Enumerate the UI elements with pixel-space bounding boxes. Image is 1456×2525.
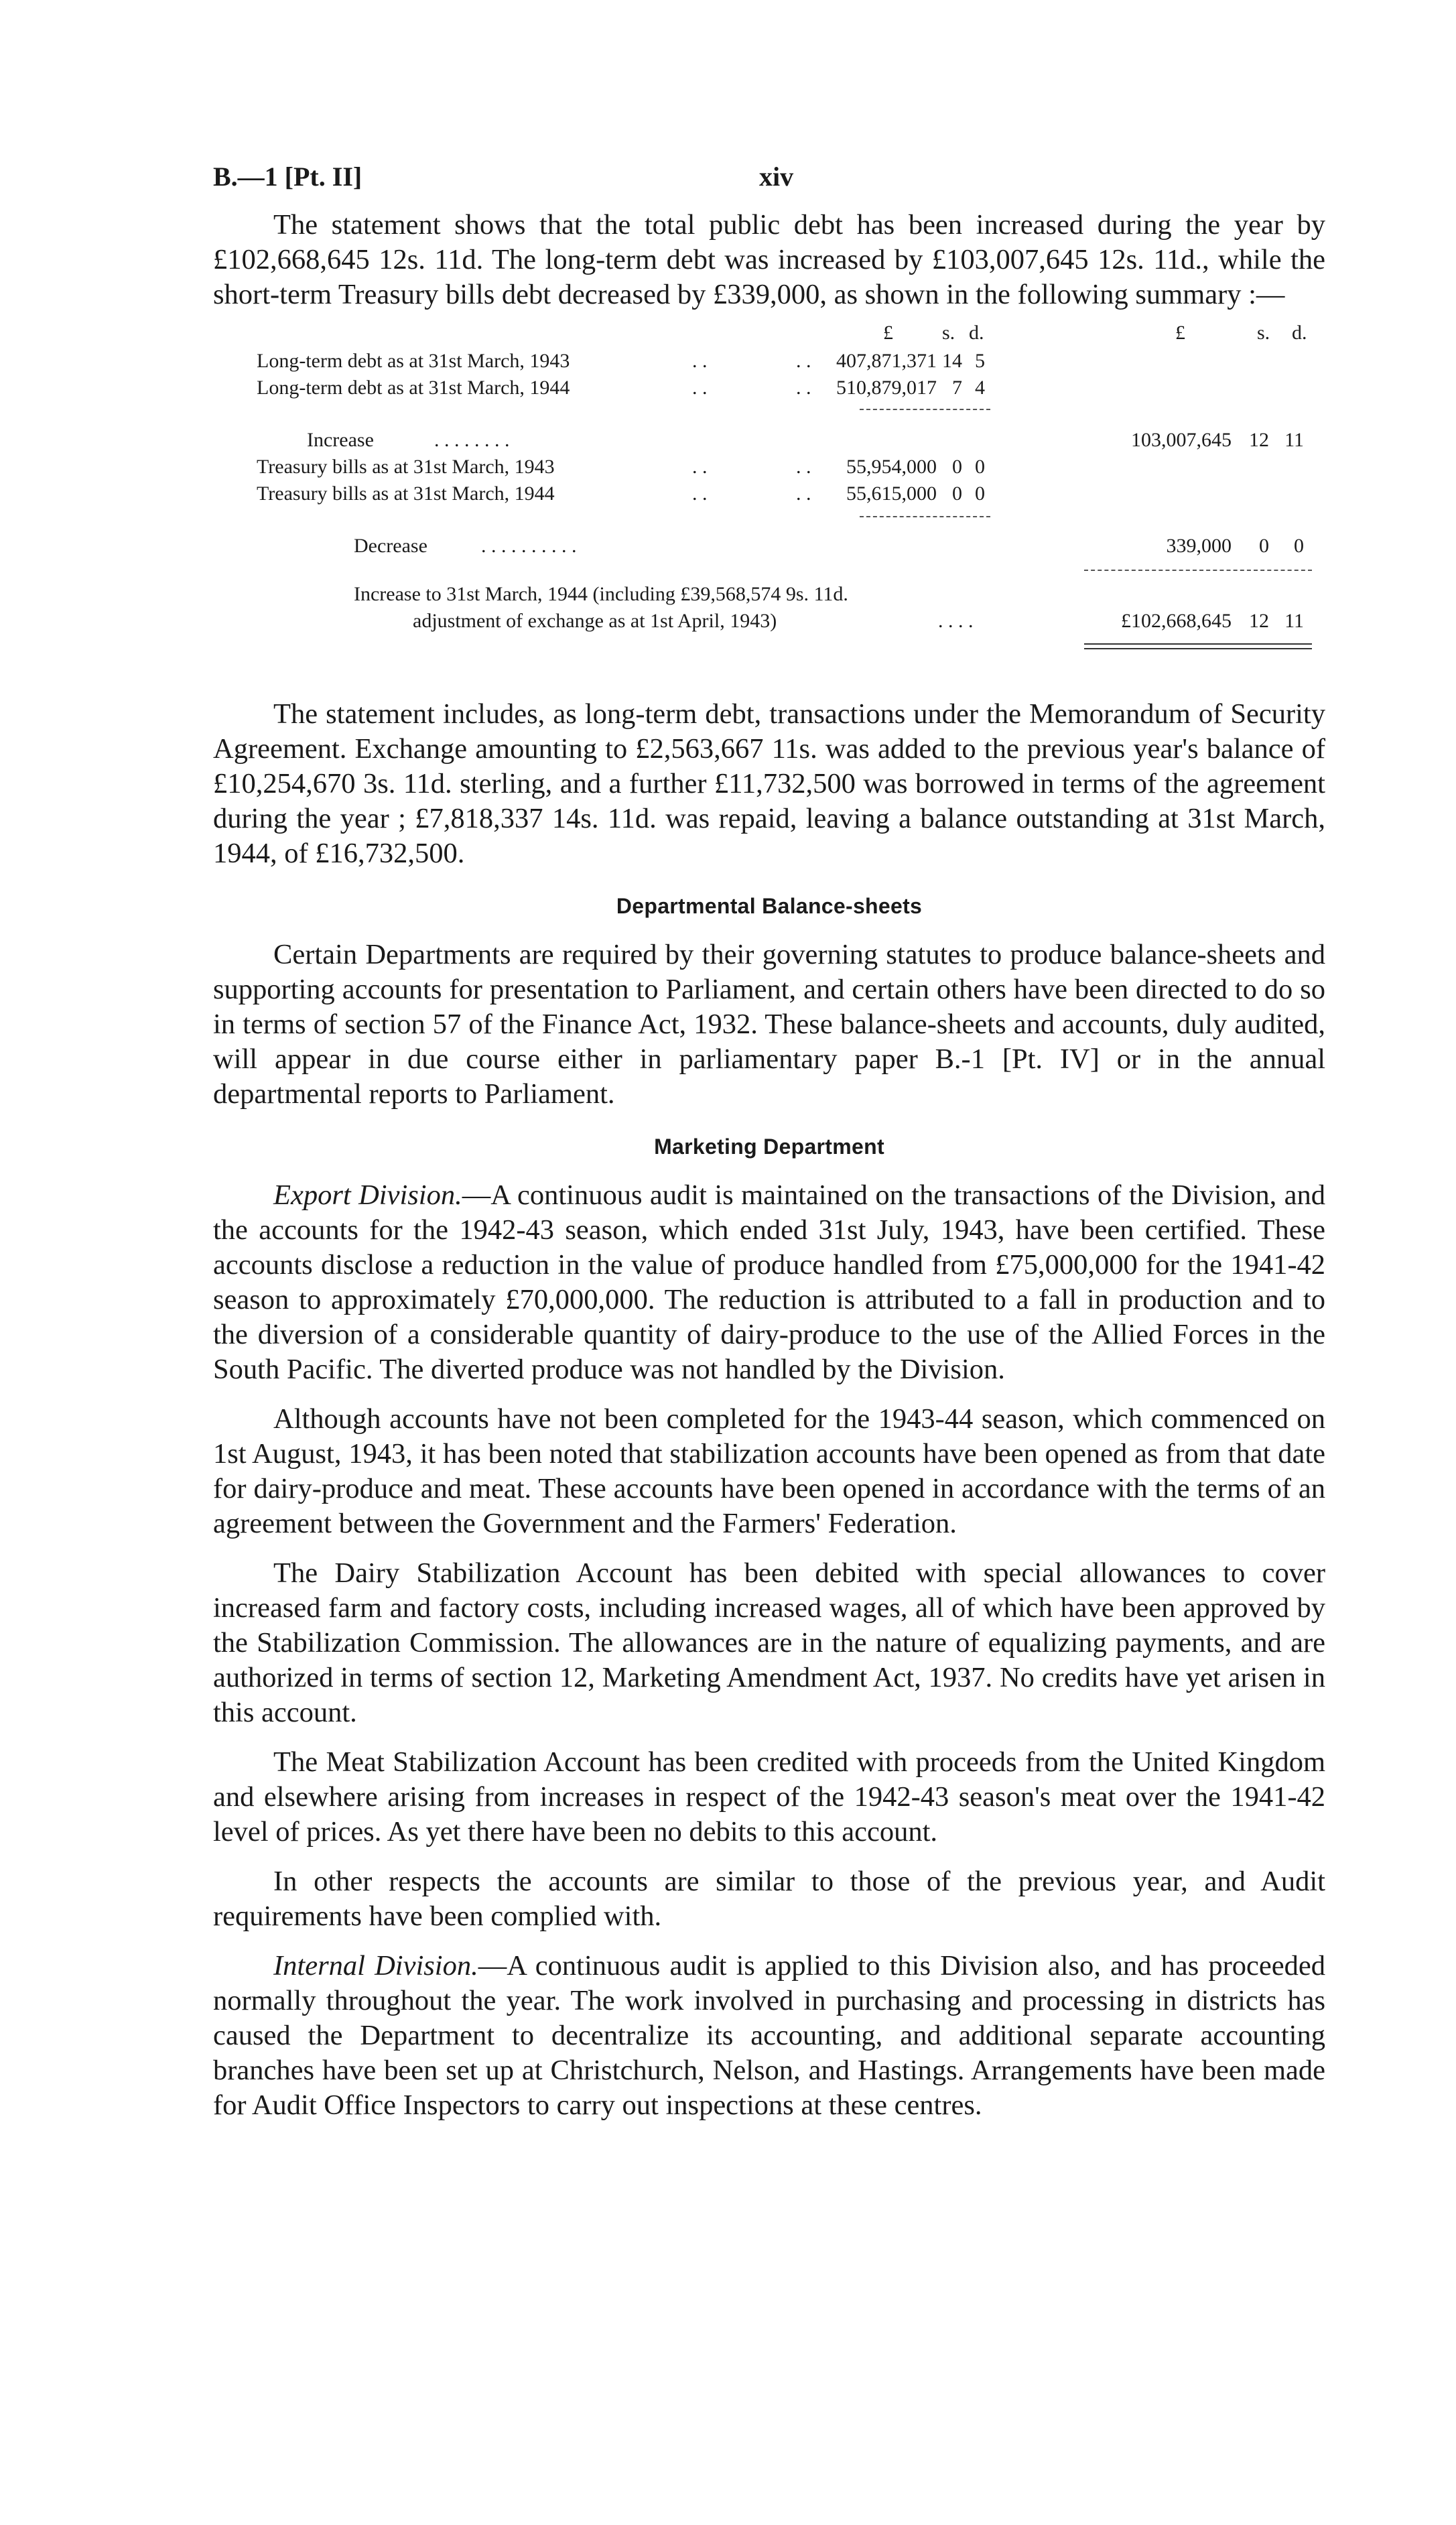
internal-division-lead: Internal Division. — [273, 1950, 478, 1982]
summary-row-pence: 5 — [975, 350, 985, 372]
leader-dots: . . — [796, 456, 811, 478]
debt-summary-table — [213, 322, 1325, 697]
leader-dots: . . — [692, 377, 708, 399]
col-head-pence-1: d. — [969, 322, 984, 344]
decrease-label: Decrease — [354, 535, 427, 557]
net-increase-line-1: Increase to 31st March, 1944 (including £39,568,574 9s. 11d. — [354, 583, 848, 605]
summary-row-pounds: 407,871,371 — [836, 350, 937, 372]
summary-row-pence: 4 — [975, 377, 985, 399]
col-head-pounds-2: £ — [1175, 322, 1185, 344]
leader-dots: . . — [796, 482, 811, 505]
summary-row-shillings: 0 — [952, 482, 962, 505]
summary-row-shillings: 7 — [952, 377, 962, 399]
col-head-shillings-1: s. — [942, 322, 955, 344]
leader-dots: . . . . . . . . — [434, 429, 510, 451]
increase-pounds: 103,007,645 — [1131, 429, 1232, 451]
summary-row-shillings: 14 — [942, 350, 962, 372]
summary-row-label: Long-term debt as at 31st March, 1943 — [257, 350, 570, 372]
heading-departmental-balance-sheets: Departmental Balance-sheets — [616, 894, 923, 918]
summary-row-pounds: 510,879,017 — [836, 377, 937, 399]
summary-row-pounds: 55,615,000 — [846, 482, 937, 505]
leader-dots: . . — [692, 456, 708, 478]
export-division-lead: Export Division. — [273, 1179, 462, 1211]
heading-marketing-department: Marketing Department — [654, 1135, 884, 1159]
export-division-text: —A continuous audit is maintained on the transactions of the Division, and the accounts for the 1942-43 season, which ended 31st July, 1943, have been certified. These accounts disclose a reduction in the value of produce handled from £75,000,000 for the 1941-42 season to approximately £70,000,000. The reduction is attributed to a fall in production and to the diversion of a considerable quantity of dairy-produce to the use of the Allied Forces in the South Pacific. The diverted produce was not handled by the Division. — [213, 1179, 1325, 1385]
summary-row-label: Treasury bills as at 31st March, 1944 — [257, 482, 555, 505]
leader-dots: . . . . — [938, 610, 974, 632]
export-division-paragraph — [213, 1178, 1325, 1387]
leader-dots: . . — [796, 377, 811, 399]
decrease-pence: 0 — [1294, 535, 1304, 557]
summary-row-pence: 0 — [975, 482, 985, 505]
security-agreement-paragraph: The statement includes, as long-term debt, transactions under the Memorandum of Security Agreement. Exchange amounting to £2,563,667 11s. was added to the previous year's balance of £10,254,670 3s. 11d. sterling, and a further £11,732,500 was borrowed in terms of the agreement during the year ; £7,818,337 14s. 11d. was repaid, leaving a balance outstanding at 31st March, 1944, of £16,732,500. — [213, 698, 1325, 869]
net-increase-total: £102,668,645 — [1121, 610, 1232, 632]
leader-dots: . . — [692, 350, 708, 372]
subtotal-rule — [860, 409, 990, 410]
summary-row-pence: 0 — [975, 456, 985, 478]
dairy-stabilization-paragraph: The Dairy Stabilization Account has been debited with special allowances to cover increased farm and factory costs, including increased wages, all of which have been approved by the Stabilization Commission. The allowances are in the nature of equalizing payments, and are authorized in terms of section 12, Marketing Amendment Act, 1937. No credits have yet arisen in this account. — [213, 1557, 1325, 1728]
col-head-pence-2: d. — [1292, 322, 1307, 344]
net-increase-shillings: 12 — [1249, 610, 1269, 632]
col-head-shillings-2: s. — [1257, 322, 1270, 344]
internal-division-text: —A continuous audit is applied to this Division also, and has proceeded normally throughout the year. The work involved in purchasing and processing in districts has caused the Department to decentralize its accounting, and additional separate accounting branches have been set up at Christchurch, Nelson, and Hastings. Arrangements have been made for Audit Office Inspectors to carry out inspections at these centres. — [213, 1950, 1325, 2121]
total-rule — [1084, 570, 1312, 571]
leader-dots: . . . . . . . . . . — [481, 535, 577, 557]
page-header — [213, 161, 1325, 208]
leader-dots: . . — [692, 482, 708, 505]
summary-row-label: Treasury bills as at 31st March, 1943 — [257, 456, 555, 478]
leader-dots: . . — [796, 350, 811, 372]
double-rule-top — [1084, 643, 1312, 645]
increase-label: Increase — [307, 429, 374, 451]
decrease-pounds: 339,000 — [1166, 535, 1232, 557]
increase-shillings: 12 — [1249, 429, 1269, 451]
paper-reference: B.—1 [Pt. II] — [213, 161, 362, 192]
net-increase-line-2: adjustment of exchange as at 1st April, 1943) — [413, 610, 777, 632]
decrease-shillings: 0 — [1259, 535, 1269, 557]
net-increase-pence: 11 — [1284, 610, 1304, 632]
document-page — [213, 161, 1325, 2123]
summary-row-shillings: 0 — [952, 456, 962, 478]
meat-stabilization-paragraph: The Meat Stabilization Account has been credited with proceeds from the United Kingdom and elsewhere arising from increases in respect of the 1942-43 season's meat over the 1941-42 level of prices. As yet there have been no debits to this account. — [213, 1746, 1325, 1848]
page-number: xiv — [759, 161, 794, 192]
intro-paragraph: The statement shows that the total public debt has been increased during the year by £102,668,645 12s. 11d. The long-term debt was increased by £103,007,645 12s. 11d., while the short-term Treasury bills debt decreased by £339,000, as shown in the following summary :— — [213, 209, 1325, 310]
increase-pence: 11 — [1284, 429, 1304, 451]
double-rule-bottom — [1084, 648, 1312, 649]
summary-row-pounds: 55,954,000 — [846, 456, 937, 478]
summary-row-label: Long-term debt as at 31st March, 1944 — [257, 377, 570, 399]
col-head-pounds-1: £ — [883, 322, 893, 344]
subtotal-rule — [860, 516, 990, 517]
departmental-paragraph: Certain Departments are required by their governing statutes to produce balance-sheets and supporting accounts for presentation to Parliament, and certain others have been directed to do so in terms of section 57 of the Finance Act, 1932. These balance-sheets and accounts, duly audited, will appear in due course either in parliamentary paper B.-1 [Pt. IV] or in the annual departmental reports to Parliament. — [213, 939, 1325, 1110]
other-respects-paragraph: In other respects the accounts are similar to those of the previous year, and Audit requirements have been complied with. — [213, 1866, 1325, 1932]
internal-division-paragraph — [213, 1949, 1325, 2123]
stabilization-accounts-paragraph: Although accounts have not been completed for the 1943-44 season, which commenced on 1st August, 1943, it has been noted that stabilization accounts have been opened as from that date for dairy-produce and meat. These accounts have been opened in accordance with the terms of an agreement between the Government and the Farmers' Federation. — [213, 1403, 1325, 1539]
